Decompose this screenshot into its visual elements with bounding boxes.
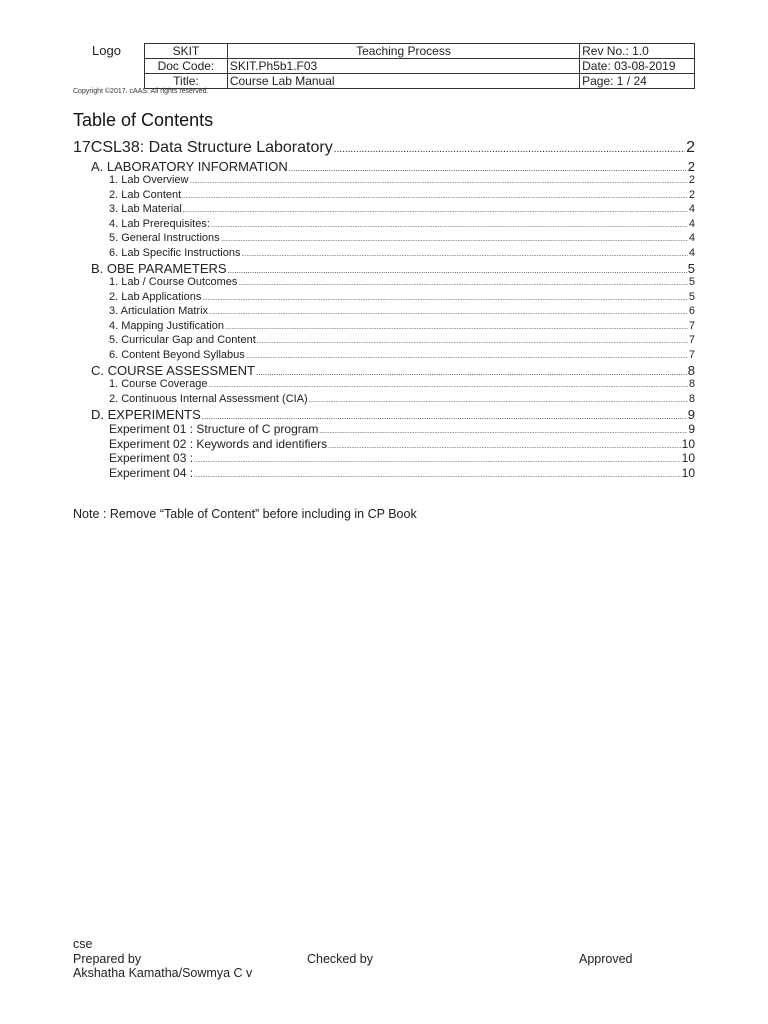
header-row [145,44,695,59]
toc-entry-page: 4 [688,246,695,259]
toc-entry-label: Experiment 04 : [109,465,194,480]
toc-entry-label: Experiment 01 : Structure of C program [109,422,319,436]
toc-leader-dots [225,320,688,332]
toc-entry[interactable] [73,393,695,408]
toc-entry-label: 4. Lab Prerequisites: [109,217,210,230]
toc-entry-label: A. LABORATORY INFORMATION [91,159,288,174]
toc-entry[interactable] [73,378,695,393]
toc-leader-dots [182,189,688,201]
toc-leader-dots [208,378,687,390]
table-of-contents [73,139,695,480]
toc-leader-dots [241,247,687,259]
toc-entry-label: 2. Lab Content [109,188,182,201]
toc-entry[interactable] [73,291,695,306]
toc-leader-dots [189,174,687,186]
header-row [145,59,695,74]
toc-entry-page: 10 [681,436,695,451]
toc-leader-dots [202,291,688,303]
toc-entry-label: B. OBE PARAMETERS [91,261,227,276]
toc-leader-dots [257,334,688,346]
footer-prepared-names: Akshatha Kamatha/Sowmya C v [73,966,253,980]
toc-leader-dots [194,466,681,480]
toc-leader-dots [256,363,687,378]
toc-leader-dots [289,159,687,174]
toc-leader-dots [319,422,687,436]
toc-entry-label: 3. Articulation Matrix [109,305,209,317]
toc-leader-dots [221,232,688,244]
toc-entry-page: 2 [688,188,695,201]
toc-entry-page: 5 [688,290,695,303]
toc-entry-page: 2 [687,159,695,174]
toc-entry[interactable] [73,320,695,335]
header-rev: Rev No.: 1.0 [580,44,695,59]
toc-leader-dots [238,276,687,288]
toc-leader-dots [211,218,688,230]
toc-entry-page: 4 [688,232,695,244]
toc-entry-page: 8 [687,363,695,378]
toc-entry-page: 4 [688,217,695,230]
toc-leader-dots [194,451,681,465]
toc-leader-dots [228,261,687,276]
toc-entry-page: 2 [686,139,695,156]
toc-leader-dots [334,139,685,157]
header-date: Date: 03-08-2019 [580,59,695,74]
toc-entry[interactable] [73,276,695,291]
toc-entry-label: Experiment 03 : [109,451,194,465]
toc-entry[interactable] [73,363,695,378]
toc-entry[interactable] [73,232,695,247]
footer-prepared-label: Prepared by [73,951,142,966]
toc-entry[interactable] [73,451,695,466]
toc-entry-page: 5 [688,276,695,288]
toc-entry-page: 7 [688,319,695,332]
header-process: Teaching Process [227,44,579,59]
toc-entry-label: C. COURSE ASSESSMENT [91,363,255,378]
toc-entry-page: 2 [688,174,695,186]
toc-leader-dots [246,349,688,361]
toc-entry-label: 1. Lab Overview [109,174,189,186]
header-page: Page: 1 / 24 [580,74,695,89]
footer-checked-label: Checked by [307,951,374,966]
document-header-table [144,43,695,89]
header-doc-code: SKIT.Ph5b1.F03 [227,59,579,74]
toc-entry-page: 7 [688,334,695,346]
toc-entry-label: Experiment 02 : Keywords and identifiers [109,436,328,451]
toc-entry[interactable] [73,159,695,174]
toc-entry-page: 8 [688,392,695,405]
toc-entry[interactable] [73,407,695,422]
toc-entry-page: 10 [681,451,695,465]
toc-entry[interactable] [73,247,695,262]
toc-entry-page: 7 [688,348,695,361]
toc-leader-dots [202,407,687,422]
header-title-label: Title: [145,74,228,89]
note-text: Note : Remove “Table of Content” before including in CP Book [73,507,417,521]
toc-entry[interactable] [73,334,695,349]
toc-entry-label: 6. Lab Specific Instructions [109,246,241,259]
header-doc-code-label: Doc Code: [145,59,228,74]
footer [73,937,695,981]
toc-entry-label: 1. Lab / Course Outcomes [109,276,238,288]
toc-entry[interactable] [73,189,695,204]
header-org: SKIT [145,44,228,59]
toc-entry-label: 5. General Instructions [109,232,220,244]
toc-entry-page: 8 [688,378,695,390]
toc-entry[interactable] [73,139,695,159]
toc-entry[interactable] [73,422,695,437]
toc-entry[interactable] [73,203,695,218]
copyright-notice: Copyright ©2017. cAAS. All rights reserved. [73,88,209,95]
toc-title: Table of Contents [73,110,214,130]
header-title: Course Lab Manual [227,74,579,89]
toc-entry-label: 5. Curricular Gap and Content [109,334,256,346]
toc-leader-dots [328,437,681,451]
toc-entry[interactable] [73,305,695,320]
toc-entry-label: 1. Course Coverage [109,378,208,390]
logo-placeholder: Logo [92,43,121,58]
toc-entry[interactable] [73,349,695,364]
toc-entry-label: 6. Content Beyond Syllabus [109,348,245,361]
toc-entry[interactable] [73,218,695,233]
footer-dept: cse [73,937,93,951]
toc-entry-page: 10 [681,465,695,480]
toc-leader-dots [183,203,688,215]
toc-entry-page: 4 [688,203,695,215]
toc-entry-label: 17CSL38: Data Structure Laboratory [73,139,333,156]
toc-entry-label: 4. Mapping Justification [109,319,224,332]
footer-approved-label: Approved [579,951,633,966]
toc-entry[interactable] [73,466,695,481]
toc-entry-label: 2. Lab Applications [109,290,202,303]
toc-entry-label: 3. Lab Material [109,203,182,215]
toc-entry-page: 9 [688,422,695,436]
toc-entry-page: 5 [687,261,695,276]
toc-entry-page: 6 [688,305,695,317]
toc-leader-dots [209,305,688,317]
toc-entry[interactable] [73,174,695,189]
toc-leader-dots [309,393,688,405]
toc-entry[interactable] [73,261,695,276]
toc-entry[interactable] [73,437,695,452]
toc-entry-page: 9 [687,407,695,422]
toc-entry-label: 2. Continuous Internal Assessment (CIA) [109,392,308,405]
header-row [145,74,695,89]
toc-entry-label: D. EXPERIMENTS [91,407,201,422]
